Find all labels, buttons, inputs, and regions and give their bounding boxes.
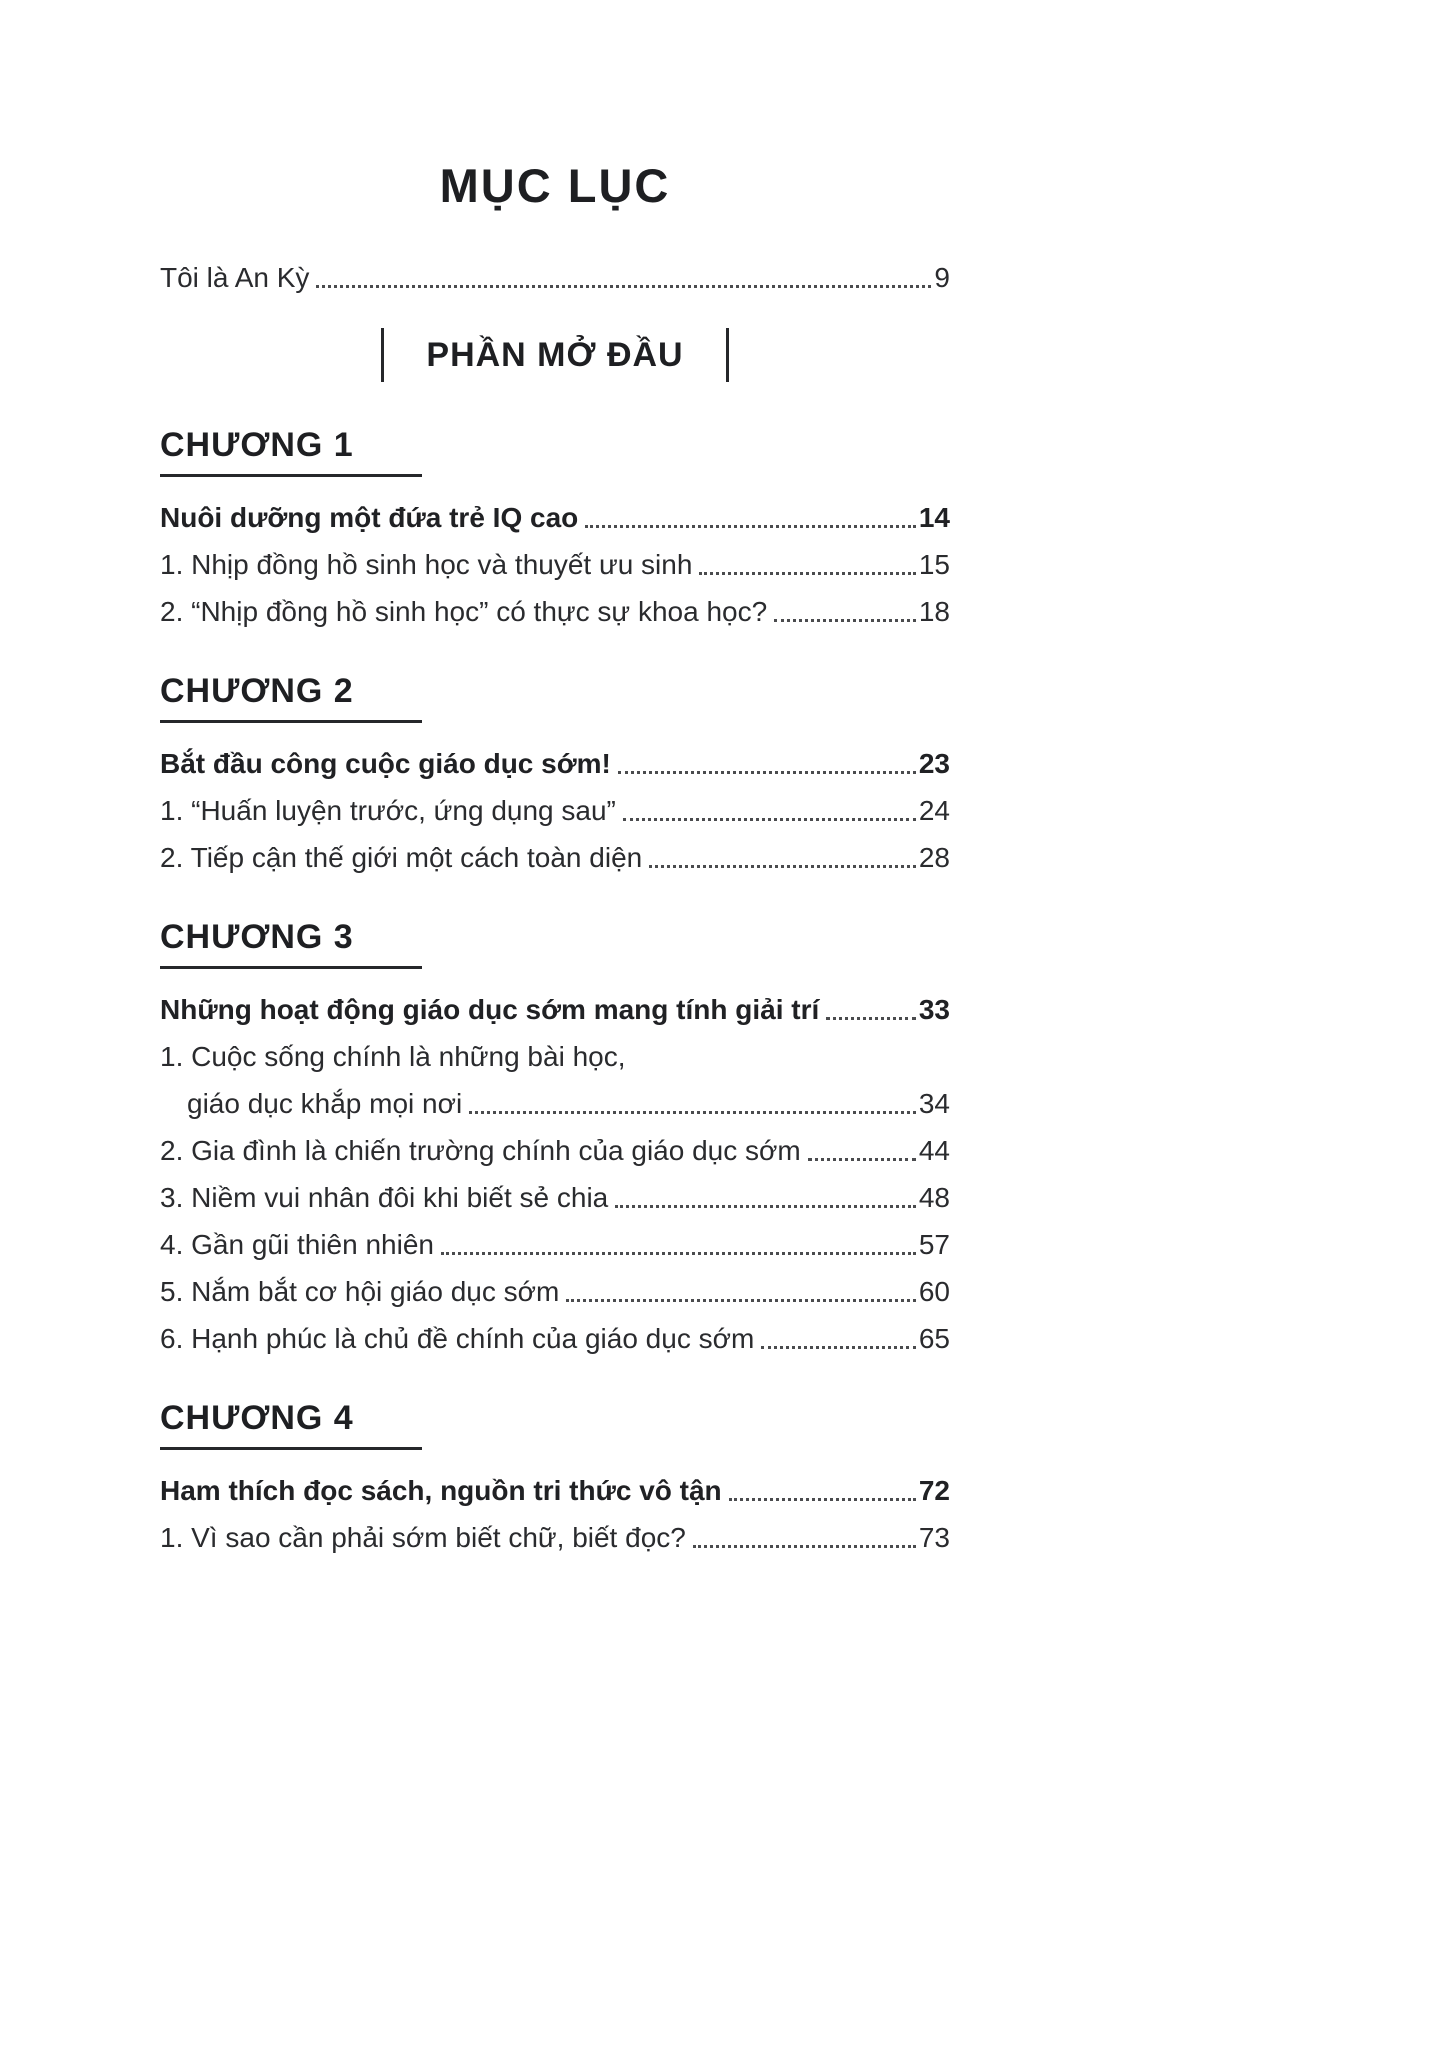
dot-leader: [761, 1346, 916, 1349]
entry-label: 5. Nắm bắt cơ hội giáo dục sớm: [160, 1276, 560, 1307]
chapter-3: [160, 918, 950, 1355]
toc-entry: [160, 548, 950, 581]
entry-label: giáo dục khắp mọi nơi: [187, 1088, 463, 1119]
toc-entry: [160, 1228, 950, 1261]
dot-leader: [774, 619, 916, 622]
dot-leader: [316, 285, 931, 288]
toc-entry: [160, 1134, 950, 1167]
page-number: 9: [934, 262, 950, 293]
entry-label: 1. Cuộc sống chính là những bài học,: [160, 1041, 626, 1072]
page-number: 34: [918, 1088, 950, 1119]
page-number: 24: [918, 795, 950, 826]
dot-leader: [623, 818, 916, 821]
dot-leader: [699, 572, 915, 575]
page-number: 15: [918, 549, 950, 580]
toc-entry-continuation: [160, 1087, 950, 1120]
toc-entry: [160, 1521, 950, 1554]
entry-label: 1. Nhịp đồng hồ sinh học và thuyết ưu sinh: [160, 549, 693, 580]
chapter-2: [160, 672, 950, 874]
chapter-4: [160, 1399, 950, 1554]
toc-entry: [160, 841, 950, 874]
dot-leader: [649, 865, 916, 868]
page-number: 73: [918, 1522, 950, 1553]
entry-label: Những hoạt động giáo dục sớm mang tính giải trí: [160, 994, 820, 1025]
chapter-title-row: [160, 501, 950, 534]
chapter-heading: CHƯƠNG 1: [160, 426, 422, 477]
page-number: 57: [918, 1229, 950, 1260]
page-title: MỤC LỤC: [439, 159, 671, 212]
page-number: 33: [918, 994, 950, 1025]
toc-entry: [160, 1322, 950, 1355]
toc-entry: [160, 794, 950, 827]
entry-label: 1. Vì sao cần phải sớm biết chữ, biết đọc?: [160, 1522, 686, 1553]
dot-leader: [693, 1545, 916, 1548]
entry-label: 1. “Huấn luyện trước, ứng dụng sau”: [160, 795, 616, 826]
dot-leader: [566, 1299, 916, 1302]
dot-leader: [615, 1205, 916, 1208]
part-header: [160, 328, 950, 382]
toc-entry-intro: [160, 261, 950, 294]
page-number: 23: [918, 748, 950, 779]
page-number: 60: [918, 1276, 950, 1307]
dot-leader: [808, 1158, 916, 1161]
entry-label: 4. Gần gũi thiên nhiên: [160, 1229, 434, 1260]
entry-label: 2. “Nhịp đồng hồ sinh học” có thực sự khoa học?: [160, 596, 768, 627]
dot-leader: [729, 1498, 916, 1501]
toc-entry: [160, 1040, 950, 1073]
dot-leader: [441, 1252, 916, 1255]
part-title: PHẦN MỞ ĐẦU: [426, 335, 684, 374]
entry-label: 6. Hạnh phúc là chủ đề chính của giáo dục sớm: [160, 1323, 755, 1354]
chapter-title-row: [160, 747, 950, 780]
dot-leader: [469, 1111, 916, 1114]
vertical-bar-left: [381, 328, 384, 382]
entry-label: 2. Tiếp cận thế giới một cách toàn diện: [160, 842, 643, 873]
page-number: 44: [918, 1135, 950, 1166]
entry-label: 2. Gia đình là chiến trường chính của giáo dục sớm: [160, 1135, 801, 1166]
dot-leader: [585, 525, 916, 528]
vertical-bar-right: [726, 328, 729, 382]
toc-entry: [160, 1275, 950, 1308]
chapter-1: [160, 426, 950, 628]
page-number: 72: [918, 1475, 950, 1506]
page-number: 28: [918, 842, 950, 873]
page-number: 65: [918, 1323, 950, 1354]
chapter-heading: CHƯƠNG 3: [160, 918, 422, 969]
toc-entry: [160, 1181, 950, 1214]
entry-label: Bắt đầu công cuộc giáo dục sớm!: [160, 748, 611, 779]
toc-entry: [160, 595, 950, 628]
chapter-heading: CHƯƠNG 4: [160, 1399, 422, 1450]
entry-label: 3. Niềm vui nhân đôi khi biết sẻ chia: [160, 1182, 609, 1213]
page-number: 18: [918, 596, 950, 627]
page-number: 48: [918, 1182, 950, 1213]
toc-content: [160, 0, 950, 1568]
page-number: 14: [918, 502, 950, 533]
entry-label: Ham thích đọc sách, nguồn tri thức vô tận: [160, 1475, 722, 1506]
chapter-title-row: [160, 993, 950, 1026]
chapter-heading: CHƯƠNG 2: [160, 672, 422, 723]
entry-label: Nuôi dưỡng một đứa trẻ IQ cao: [160, 502, 579, 533]
chapter-title-row: [160, 1474, 950, 1507]
dot-leader: [826, 1017, 916, 1020]
dot-leader: [618, 771, 916, 774]
entry-label: Tôi là An Kỳ: [160, 262, 310, 293]
